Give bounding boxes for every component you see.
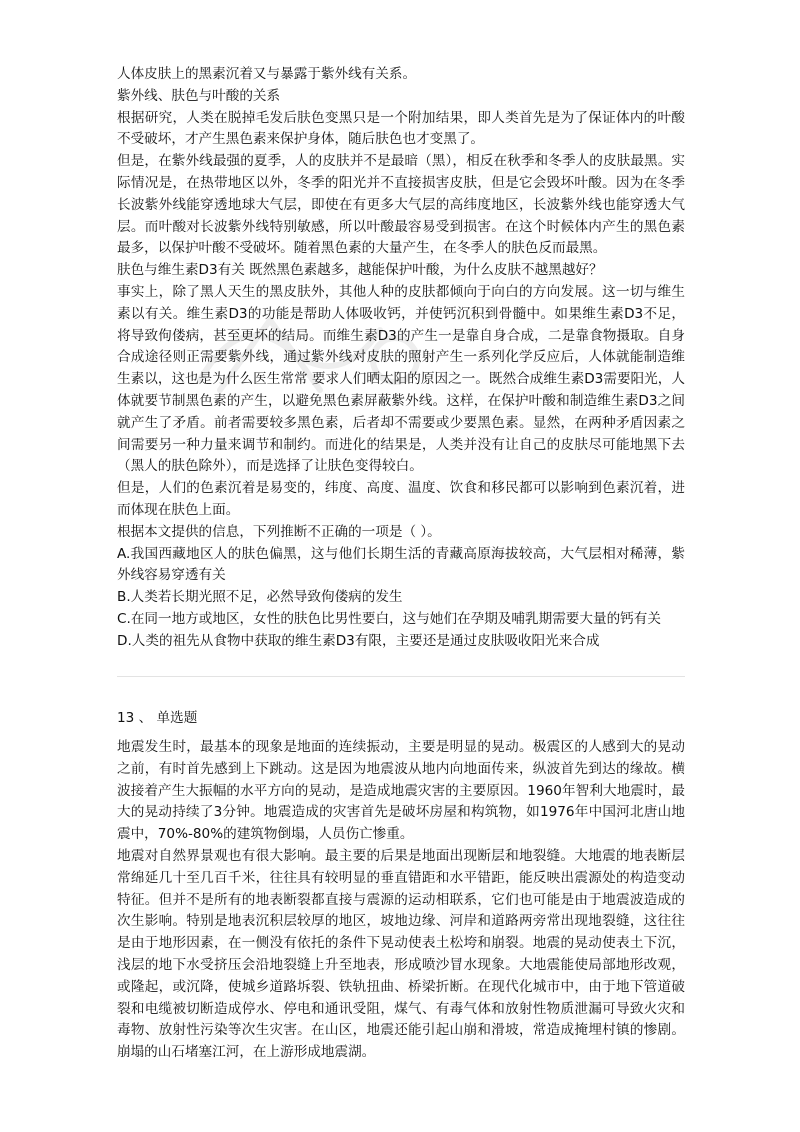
question-stem: 根据本文提供的信息，下列推断不正确的一项是（ ）。 <box>117 523 441 540</box>
passage-subheading: 紫外线、肤色与叶酸的关系 <box>117 87 281 104</box>
passage-paragraph: 地震对自然界景观也有很大影响。最主要的后果是地面出现断层和地裂缝。大地震的地表断层常绵延几十至几百千米，往往具有较明显的垂直错距和水平错距，能反映出震源处的构造变动特征。但并不是所有的地表断裂都直接与震源的运动相联系，它们也可能是由于地震波造成的次生影响。特别是地表沉积层较厚的地区，坡地边缘、河岸和道路两旁常出现地裂缝，这往往是由于地形因素，在一侧没有依托的条件下晃动使表土松垮和崩裂。地震的晃动使表土下沉，浅层的地下水受挤压会沿地裂缝上升至地表，形成喷沙冒水现象。大地震能使局部地形改观，或隆起，或沉降，使城乡道路坼裂、铁轨扭曲、桥梁折断。在现代化城市中，由于地下管道破裂和电缆被切断造成停水、停电和通讯受阻，煤气、有毒气体和放射性物质泄漏可导致火灾和毒物、放射性污染等次生灾害。在山区，地震还能引起山崩和滑坡，常造成掩埋村镇的惨剧。崩塌的山石堵塞江河，在上游形成地震湖。 <box>117 847 685 1061</box>
passage-paragraph: 根据研究，人类在脱掉毛发后肤色变黑只是一个附加结果，即人类首先是为了保证体内的叶酸不受破坏，才产生黑色素来保护身体，随后肤色也才变黑了。 <box>117 109 685 148</box>
option-b: B.人类若长期光照不足，必然导致佝偻病的发生 <box>117 589 403 606</box>
option-c: C.在同一地方或地区，女性的肤色比男性要白，这与她们在孕期及哺乳期需要大量的钙有关 <box>117 610 661 627</box>
passage-paragraph: 但是，人们的色素沉着是易变的，纬度、高度、温度、饮食和移民都可以影响到色素沉着，进而体现在肤色上面。 <box>117 480 685 518</box>
passage-paragraph: 事实上，除了黑人天生的黑皮肤外，其他人种的皮肤都倾向于向白的方向发展。这一切与维生素以有关。维生素D3的功能是帮助人体吸收钙，并使钙沉积到骨髓中。如果维生素D3不足，将导致佝偻病，甚至更坏的结局。而维生素D3的产生一是靠自身合成，二是靠食物摄取。自身合成途径则正需要紫外线，通过紫外线对皮肤的照射产生一系列化学反应后，人体就能制造维生素以，这也是为什么医生常常 要求人们晒太阳的原因之一。既然合成维生素D3需要阳光，人体就要节制黑色素的产生，以避免黑色素屏蔽紫外线。这样，在保护叶酸和制造维生素D3之间就产生了矛盾。前者需要较多黑色素，后者却不需要或少要黑色素。显然，在两种矛盾因素之间需要另一种力量来调节和制约。而进化的结果是，人类并没有让自己的皮肤尽可能地黑下去（黑人的肤色除外），而是选择了让肤色变得较白。 <box>117 283 685 475</box>
passage-subheading: 肤色与维生素D3有关 既然黑色素越多，越能保护叶酸，为什么皮肤不越黑越好？ <box>117 262 603 279</box>
reading-passage <box>117 64 685 653</box>
question-13-passage <box>117 737 685 1064</box>
section-divider <box>117 676 685 677</box>
question-13-header: 13 、 单选题 <box>117 710 198 726</box>
passage-paragraph: 地震发生时，最基本的现象是地面的连续振动，主要是明显的晃动。极震区的人感到大的晃动之前，有时首先感到上下跳动。这是因为地震波从地内向地面传来，纵波首先到达的缘故。横波接着产生大振幅的水平方向的晃动，是造成地震灾害的主要原因。1960年智利大地震时，最大的晃动持续了3分钟。地震造成的灾害首先是破坏房屋和构筑物，如1976年中国河北唐山地震中，70%-80%的建筑物倒塌，人员伤亡惨重。 <box>117 739 685 843</box>
passage-paragraph: 但是，在紫外线最强的夏季，人的皮肤并不是最暗（黑），相反在秋季和冬季人的皮肤最黑。实际情况是，在热带地区以外，冬季的阳光并不直接损害皮肤，但是它会毁坏叶酸。因为在冬季长波紫外线能穿透地球大气层，即使在有更多大气层的高纬度地区，长波紫外线也能穿透大气层。而叶酸对长波紫外线特别敏感，所以叶酸最容易受到损害。在这个时候体内产生的黑色素最多，以保护叶酸不受破坏。随着黑色素的大量产生，在冬季人的肤色反而最黑。 <box>117 153 685 257</box>
option-a: A.我国西藏地区人的肤色偏黑，这与他们长期生活的青藏高原海拔较高，大气层相对稀薄，紫外线容易穿透有关 <box>117 545 685 584</box>
passage-paragraph: 人体皮肤上的黑素沉着又与暴露于紫外线有关系。 <box>117 66 417 82</box>
option-d: D.人类的祖先从食物中获取的维生素D3有限，主要还是通过皮肤吸收阳光来合成 <box>117 632 600 649</box>
